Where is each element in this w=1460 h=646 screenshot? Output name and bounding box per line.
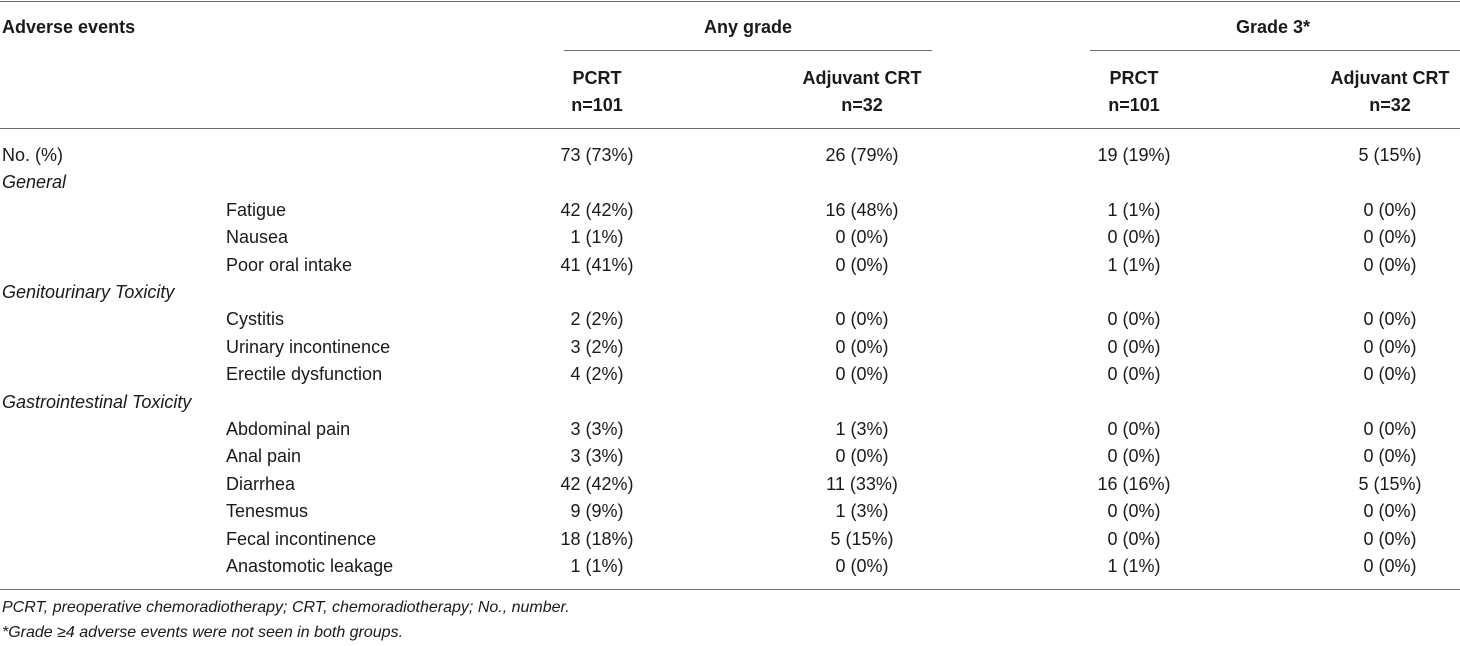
table-cell: 0 (0%) (1363, 255, 1417, 275)
table-cell: 0 (0%) (835, 255, 889, 275)
table-cell: 26 (79%) (825, 145, 899, 165)
table-top-rule (0, 1, 1460, 2)
table-cell: 0 (0%) (1363, 309, 1417, 329)
table-cell: 1 (1%) (1107, 255, 1161, 275)
col-header-prct (1108, 67, 1160, 116)
group-header-any-grade: Any grade (703, 17, 793, 37)
row-label: Cystitis (226, 309, 284, 329)
table-cell: 5 (15%) (830, 529, 894, 549)
table-cell: 3 (3%) (570, 446, 624, 466)
header-bottom-rule (0, 128, 1460, 129)
footnote-grade: *Grade ≥4 adverse events were not seen in both groups. (2, 624, 404, 641)
table-cell: 19 (19%) (1097, 145, 1171, 165)
row-label: Anal pain (226, 446, 302, 466)
table-cell: 0 (0%) (1363, 529, 1417, 549)
table-cell: 0 (0%) (1363, 200, 1417, 220)
footnote-abbreviations: PCRT, preoperative chemoradiotherapy; CRT, chemoradiotherapy; No., number. (2, 599, 570, 616)
table-cell: 0 (0%) (1363, 337, 1417, 357)
table-cell: 0 (0%) (1107, 227, 1161, 247)
table-cell: 1 (1%) (570, 227, 624, 247)
row-label: Tenesmus (226, 501, 309, 521)
col-header-name: Adjuvant CRT (802, 68, 922, 88)
table-cell: 0 (0%) (1363, 446, 1417, 466)
row-label: Poor oral intake (226, 255, 353, 275)
table-cell: 1 (1%) (570, 556, 624, 576)
table-cell: 0 (0%) (1107, 337, 1161, 357)
category-label: Gastrointestinal Toxicity (2, 392, 192, 412)
row-label: Urinary incontinence (226, 337, 391, 357)
table-cell: 0 (0%) (1363, 419, 1417, 439)
col-header-n: n=32 (841, 95, 883, 115)
table-cell: 0 (0%) (835, 309, 889, 329)
group-rule-any-grade (564, 50, 932, 51)
row-label: Erectile dysfunction (226, 364, 383, 384)
col-header-adjuvant-crt-any (803, 67, 922, 116)
row-label: Fecal incontinence (226, 529, 377, 549)
table-cell: 4 (2%) (570, 364, 624, 384)
row-label: No. (%) (2, 145, 64, 165)
table-cell: 0 (0%) (835, 364, 889, 384)
table-cell: 0 (0%) (835, 227, 889, 247)
table-cell: 0 (0%) (835, 556, 889, 576)
category-label: General (2, 172, 67, 192)
table-cell: 0 (0%) (1107, 419, 1161, 439)
col-header-adjuvant-crt-grade3 (1331, 67, 1450, 116)
table-cell: 18 (18%) (560, 529, 634, 549)
table-cell: 0 (0%) (835, 337, 889, 357)
table-cell: 0 (0%) (1107, 446, 1161, 466)
table-cell: 1 (3%) (835, 501, 889, 521)
row-label: Abdominal pain (226, 419, 351, 439)
corner-header: Adverse events (2, 17, 136, 37)
table-cell: 73 (73%) (560, 145, 634, 165)
table-cell: 42 (42%) (560, 200, 634, 220)
table-cell: 0 (0%) (1363, 501, 1417, 521)
col-header-n: n=101 (571, 95, 623, 115)
table-cell: 11 (33%) (826, 474, 898, 494)
table-cell: 1 (1%) (1107, 200, 1161, 220)
col-header-name: PCRT (572, 68, 622, 88)
table-cell: 5 (15%) (1358, 474, 1422, 494)
table-cell: 0 (0%) (1107, 529, 1161, 549)
col-header-name: PRCT (1109, 68, 1159, 88)
row-label: Fatigue (226, 200, 287, 220)
category-label: Genitourinary Toxicity (2, 282, 175, 302)
col-header-name: Adjuvant CRT (1330, 68, 1450, 88)
group-header-grade-3: Grade 3* (1236, 17, 1311, 37)
table-cell: 3 (3%) (570, 419, 624, 439)
table-cell: 1 (1%) (1107, 556, 1161, 576)
table-cell: 9 (9%) (570, 501, 624, 521)
group-rule-grade-3 (1090, 50, 1460, 51)
table-cell: 16 (48%) (825, 200, 899, 220)
table-bottom-rule (0, 589, 1460, 590)
table-cell: 42 (42%) (560, 474, 634, 494)
table-cell: 0 (0%) (1107, 309, 1161, 329)
table-cell: 0 (0%) (1363, 364, 1417, 384)
table-cell: 1 (3%) (835, 419, 889, 439)
table-cell: 0 (0%) (1363, 227, 1417, 247)
table-cell: 16 (16%) (1097, 474, 1171, 494)
table-cell: 0 (0%) (1363, 556, 1417, 576)
row-label: Diarrhea (226, 474, 296, 494)
table-cell: 41 (41%) (560, 255, 634, 275)
table-cell: 0 (0%) (1107, 364, 1161, 384)
row-label: Anastomotic leakage (226, 556, 394, 576)
col-header-n: n=101 (1108, 95, 1160, 115)
row-label: Nausea (226, 227, 289, 247)
table-cell: 0 (0%) (835, 446, 889, 466)
col-header-pcrt (571, 67, 623, 116)
col-header-n: n=32 (1369, 95, 1411, 115)
table-cell: 3 (2%) (570, 337, 624, 357)
table-cell: 0 (0%) (1107, 501, 1161, 521)
table-cell: 5 (15%) (1358, 145, 1422, 165)
table-cell: 2 (2%) (570, 309, 624, 329)
